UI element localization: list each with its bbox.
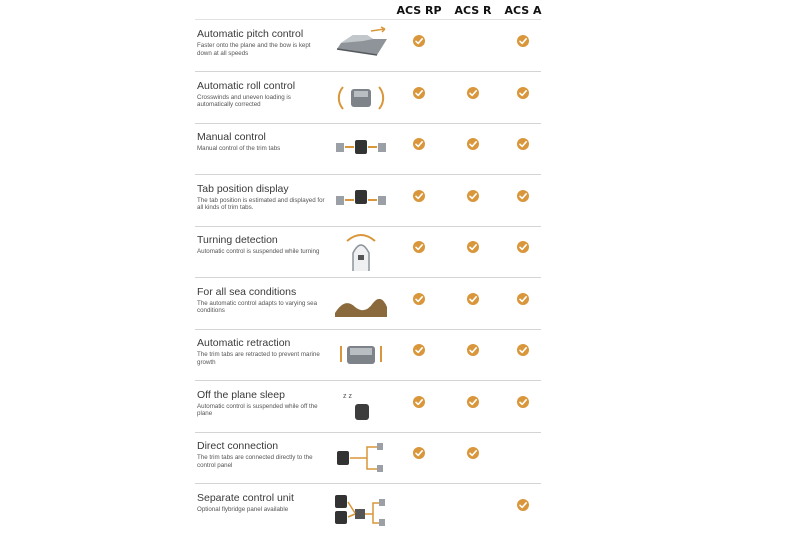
check-icon (517, 190, 529, 202)
check-icon (413, 241, 425, 253)
check-icon (467, 447, 479, 459)
feature-row (195, 226, 541, 278)
check-icon (413, 190, 425, 202)
check-icon (467, 396, 479, 408)
feature-row (195, 484, 541, 535)
manual-control-icon (333, 128, 389, 168)
svg-text:z z: z z (343, 392, 352, 400)
feature-title: Direct connection (197, 440, 279, 452)
boat-pitch-icon (333, 25, 389, 65)
tab-position-icon (333, 180, 389, 220)
check-icon (467, 241, 479, 253)
column-header-acs-r: ACS R (454, 4, 492, 17)
column-header-acs-a: ACS A (504, 4, 542, 17)
sleep-icon (333, 386, 389, 426)
check-icon (517, 293, 529, 305)
check-icon (413, 138, 425, 150)
check-icon (517, 138, 529, 150)
feature-description: The trim tabs are connected directly to the control panel (197, 454, 313, 469)
check-icon (467, 138, 479, 150)
feature-row (195, 20, 541, 72)
check-icon (517, 87, 529, 99)
check-icon (517, 396, 529, 408)
check-icon (413, 293, 425, 305)
retraction-icon (333, 334, 389, 374)
check-icon (517, 344, 529, 356)
feature-title: For all sea conditions (197, 285, 297, 298)
feature-row (195, 432, 541, 484)
feature-row (195, 72, 541, 124)
feature-description: The trim tabs are retracted to prevent marine growth (197, 351, 320, 366)
check-icon (413, 447, 425, 459)
check-icon (517, 241, 529, 253)
feature-row (195, 123, 541, 175)
feature-title: Separate control unit (197, 491, 294, 504)
feature-title: Turning detection (197, 234, 278, 246)
feature-description: Faster onto the plane and the bow is kept down at all speeds (197, 42, 311, 57)
check-icon (467, 293, 479, 305)
feature-title: Automatic roll control (197, 79, 296, 92)
feature-description: Manual control of the trim tabs (197, 145, 281, 152)
feature-row (195, 381, 541, 433)
turning-boat-icon (333, 231, 389, 271)
feature-title: Automatic retraction (197, 337, 291, 349)
feature-description: Crosswinds and uneven loading is automatically corrected (197, 93, 291, 109)
column-header-acs-rp: ACS RP (396, 4, 442, 17)
feature-title: Tab position display (197, 182, 289, 195)
feature-row (195, 278, 541, 330)
check-icon (413, 344, 425, 356)
feature-description: Automatic control is suspended while turning (197, 248, 320, 255)
feature-row (195, 329, 541, 381)
check-icon (517, 35, 529, 47)
control-unit-icon (333, 489, 389, 529)
wave-icon (333, 283, 389, 323)
check-icon (413, 87, 425, 99)
feature-title: Off the plane sleep (197, 388, 285, 401)
feature-description: Optional flybridge panel available (197, 505, 289, 513)
feature-description: The tab position is estimated and displayed for all kinds of trim tabs. (197, 196, 325, 212)
boat-roll-icon (333, 77, 389, 117)
direct-connection-icon (333, 437, 389, 477)
feature-row (195, 175, 541, 227)
check-icon (467, 87, 479, 99)
feature-title: Automatic pitch control (197, 28, 304, 40)
check-icon (517, 499, 529, 511)
check-icon (467, 344, 479, 356)
check-icon (413, 35, 425, 47)
feature-title: Manual control (197, 131, 266, 143)
check-icon (467, 190, 479, 202)
check-icon (413, 396, 425, 408)
feature-description: Automatic control is suspended while off the plane (197, 402, 318, 418)
feature-description: The automatic control adapts to varying sea conditions (197, 299, 318, 315)
